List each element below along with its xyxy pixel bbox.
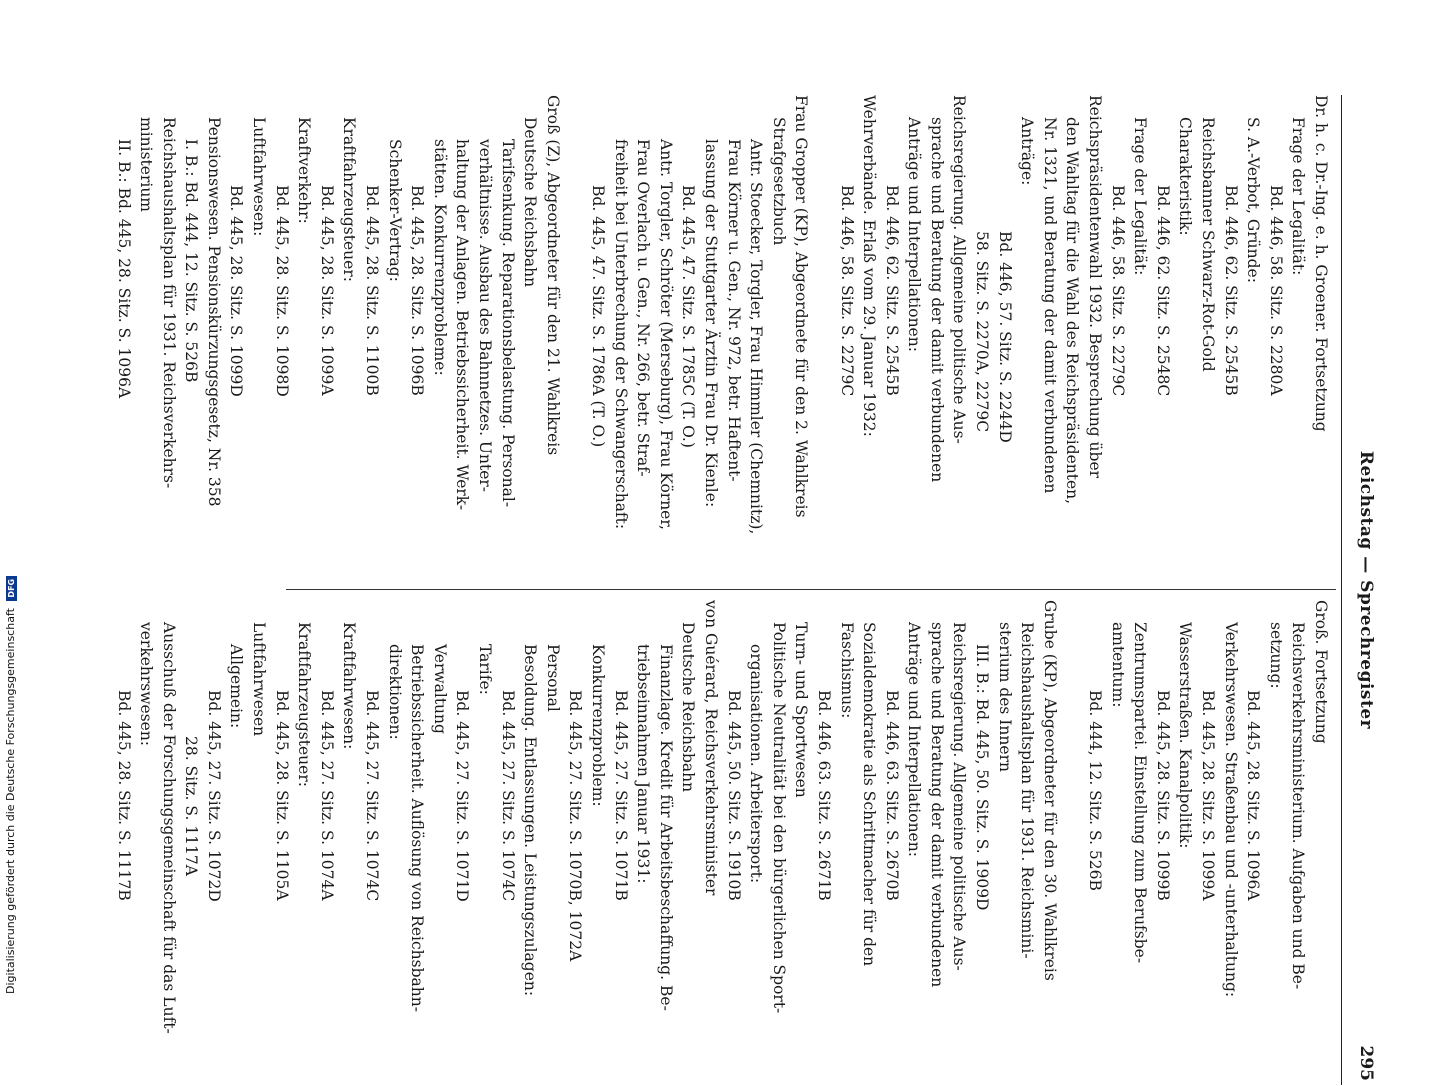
index-line: Antr. Torgler, Schröter (Merseburg), Frau Körner, (656, 139, 675, 530)
index-line: Zentrumspartei. Einstellung zum Berufsbe- (1131, 622, 1150, 964)
index-line (812, 95, 835, 581)
index-line: Schenker-Vertrag: (385, 139, 404, 282)
index-line: Bd. 445, 28. Sitz. S. 1098D (272, 185, 291, 397)
index-line: Politische Neutralität bei den bürgerlichen Sport- (769, 622, 788, 1014)
index-line: organisationen. Arbeitersport: (747, 644, 766, 884)
index-line: Bd. 446, 62. Sitz. S. 2548C (1153, 185, 1172, 397)
index-line: Luftfahrwesen (250, 622, 269, 737)
index-line: Finanzlage. Kredit für Arbeitsbeschaffung. Be- (656, 644, 675, 1011)
left-column (112, 95, 1332, 581)
index-line: Kraftfahrzeugsteuer: (295, 622, 314, 787)
index-line: lassung der Stuttgarter Ärztin Frau Dr. Kienle: (701, 139, 720, 508)
index-line: Strafgesetzbuch (769, 117, 788, 246)
index-line: freiheit bei Unterbrechung der Schwangerschaft: (611, 139, 630, 530)
index-line: 28. Sitz. S. 1117A (182, 736, 201, 876)
index-line: Wasserstraßen. Kanalpolitik: (1176, 622, 1195, 849)
index-line: Bd. 445, 28. Sitz. S. 1099D (227, 185, 246, 397)
index-line: Anträge und Interpellationen: (905, 117, 924, 352)
index-line: Ausschuß der Forschungsgemeinschaft für das Luft- (159, 622, 178, 1034)
index-line: Turn- und Sportwesen (792, 622, 811, 798)
index-line: verhältnisse. Ausbau des Bahnnetzes. Unter- (476, 139, 495, 493)
index-line: Bd. 445, 28. Sitz. S. 1100B (363, 185, 382, 396)
index-line: Anträge: (1018, 117, 1037, 186)
index-line: Deutsche Reichsbahn (679, 622, 698, 793)
index-line: Bd. 445, 28. Sitz. S. 1099B (1153, 690, 1172, 901)
index-line: Bd. 445, 28. Sitz. S. 1096B (408, 185, 427, 396)
index-line: Bd. 446, 57. Sitz. S. 2244D (995, 231, 1014, 443)
index-line: Verkehrswesen. Straßenbau und -unterhaltung: (1221, 622, 1240, 998)
right-column (112, 600, 1332, 1086)
index-line (1061, 600, 1084, 1086)
index-line: triebseinnahmen Januar 1931: (634, 644, 653, 884)
index-line: 58. Sitz. S. 2270A, 2279C (973, 231, 992, 433)
index-line: Bd. 445, 28. Sitz. S. 1117B (114, 690, 133, 901)
index-line: Bd. 446, 58. Sitz. S. 2279C (837, 185, 856, 397)
index-line: Bd. 445, 50. Sitz. S. 1910B (724, 690, 743, 901)
index-line: haltung der Anlagen. Betriebssicherheit. Werk- (453, 139, 472, 511)
funding-note (4, 576, 17, 994)
index-line: sprache und Beratung der damit verbundenen (927, 622, 946, 988)
index-line: II. B.: Bd. 445, 28. Sitz. S. 1096A (114, 139, 133, 399)
index-line: Reichshaushaltsplan für 1931. Reichsverkehrs- (159, 117, 178, 489)
index-line: Tarifsenkung. Reparationsbelastung. Personal- (498, 139, 517, 508)
index-line: Luftfahrwesen: (250, 117, 269, 237)
index-line: Personal (543, 644, 562, 712)
index-line: Antr. Stoecker, Torgler, Frau Himmler (Chemnitz), (747, 139, 766, 535)
index-line: Allgemein: (227, 644, 246, 729)
index-line: setzung: (1266, 622, 1285, 689)
index-line: Bd. 445, 47. Sitz. S. 1786A (T. O.) (589, 185, 607, 448)
index-line: Bd. 445, 27. Sitz. S. 1070B, 1072A (566, 690, 585, 962)
index-line: Groß (Z), Abgeordneter für den 21. Wahlkreis (543, 95, 562, 456)
index-line: Kraftfahrzeugsteuer: (340, 117, 359, 282)
index-line: Bd. 446, 58. Sitz. S. 2280A (1266, 185, 1285, 396)
index-line: Frage der Legalität: (1289, 117, 1308, 276)
index-line: Reichsverkehrsministerium. Aufgaben und Be- (1289, 622, 1308, 990)
index-line: Reichsbanner Schwarz-Rot-Gold (1199, 117, 1218, 372)
index-line: Bd. 446, 62. Sitz. S. 2545B (882, 185, 901, 396)
index-line: Bd. 445, 28. Sitz. S. 1099A (1199, 690, 1218, 901)
index-line: Bd. 445, 28. Sitz. S. 1105A (272, 690, 291, 901)
index-line: Wehrverbände. Erlaß vom 29. Januar 1932: (860, 95, 879, 437)
index-line: S. A.-Verbot, Gründe: (1244, 117, 1263, 283)
index-line: Nr. 1321, und Beratung der damit verbundenen (1040, 117, 1059, 494)
index-line: I. B.: Bd. 444, 12. Sitz. S. 526B (182, 139, 201, 383)
index-line: Bd. 445, 28. Sitz. S. 1096A (1244, 690, 1263, 901)
index-line: Bd. 445, 27. Sitz. S. 1071B (611, 690, 630, 901)
index-line: Bd. 445, 28. Sitz. S. 1099A (317, 185, 336, 396)
index-line: Betriebssicherheit. Auflösung von Reichsbahn- (408, 644, 427, 1012)
index-line: Bd. 446, 63. Sitz. S. 2671B (814, 690, 833, 901)
index-line: sterium des Innern (995, 622, 1014, 772)
index-line: verkehrswesen: (137, 622, 156, 747)
index-line: Bd. 445, 27. Sitz. S. 1074C (363, 690, 382, 902)
index-line: stätten. Konkurrenzprobleme: (430, 139, 449, 376)
index-line: direktionen: (385, 644, 404, 740)
index-line: Bd. 445, 27. Sitz. S. 1071D (453, 690, 472, 902)
index-line: Groß. Fortsetzung (1312, 600, 1330, 744)
index-line: Kraftverkehr: (295, 117, 314, 224)
index-line: Frau Gropper (KP), Abgeordnete für den 2. Wahlkreis (792, 95, 811, 518)
index-line: Besoldung. Entlassungen. Leistungszulagen: (521, 644, 540, 997)
index-line: Bd. 446, 58. Sitz. S. 2279C (1108, 185, 1127, 397)
index-line: Konkurrenzproblem: (589, 644, 607, 807)
page-title: Reichstag — Sprechregister (1356, 450, 1376, 730)
index-line: Bd. 446, 62. Sitz. S. 2545B (1221, 185, 1240, 396)
funding-note-text: Digitalisierung gefördert durch die Deutsche Forschungsgemeinschaft (4, 608, 17, 994)
index-line: Reichspräsidentenwahl 1932. Besprechung über (1086, 95, 1105, 479)
index-line: ministerium (137, 117, 156, 212)
index-line: Tarife: (476, 644, 495, 695)
index-line: Deutsche Reichsbahn (521, 117, 540, 288)
index-line: sprache und Beratung der damit verbundenen (927, 117, 946, 483)
index-line: Anträge und Interpellationen: (905, 622, 924, 857)
index-line: Charakteristik: (1176, 117, 1195, 236)
index-line: Bd. 445, 27. Sitz. S. 1074A (317, 690, 336, 901)
index-line: Pensionswesen. Pensionskürzungsgesetz, Nr. 358 (204, 117, 223, 507)
column-divider (286, 589, 1336, 590)
index-line (564, 95, 587, 581)
index-line: Frage der Legalität: (1131, 117, 1150, 276)
page-header (1341, 95, 1380, 1085)
page-number: 295 (1356, 1045, 1376, 1081)
index-line: Kraftfahrwesen: (340, 622, 359, 750)
index-line: amtentum: (1108, 622, 1127, 708)
index-line: Bd. 445, 27. Sitz. S. 1072D (204, 690, 223, 902)
index-line: Reichsregierung. Allgemeine politische Aus- (950, 622, 969, 971)
index-line: Verwaltung (430, 644, 449, 734)
index-line: Sozialdemokratie als Schrittmacher für den (860, 622, 879, 967)
index-line: Bd. 445, 27. Sitz. S. 1074C (498, 690, 517, 902)
index-line: Faschismus: (837, 622, 856, 719)
index-line: Frau Körner u. Gen., Nr. 972, betr. Haftent- (724, 139, 743, 482)
index-line: Reichsregierung. Allgemeine politische Aus- (950, 95, 969, 444)
rotated-document-page (114, 95, 1380, 1085)
index-line: Dr. h. c. Dr.-Ing. e. h. Groener. Fortsetzung (1312, 95, 1330, 432)
index-line: Bd. 446, 63. Sitz. S. 2670B (882, 690, 901, 901)
index-line: Reichshaushaltsplan für 1931. Reichsmini- (1018, 622, 1037, 959)
index-line: Bd. 444, 12. Sitz. S. 526B (1086, 690, 1105, 891)
index-line: Frau Overlach u. Gen., Nr. 266, betr. Straf- (634, 139, 653, 477)
index-line: Grube (KP), Abgeordneter für den 30. Wahlkreis (1040, 600, 1059, 981)
index-line: von Guérard, Reichsverkehrsminister (701, 600, 720, 896)
dfg-logo: DFG (6, 576, 17, 601)
index-line: III. B.: Bd. 445, 50. Sitz. S. 1909D (973, 644, 992, 911)
index-line: Bd. 445, 47. Sitz. S. 1785C (T. O.) (679, 185, 698, 448)
index-line: den Wahltag für die Wahl des Reichspräsidenten, (1063, 117, 1082, 505)
